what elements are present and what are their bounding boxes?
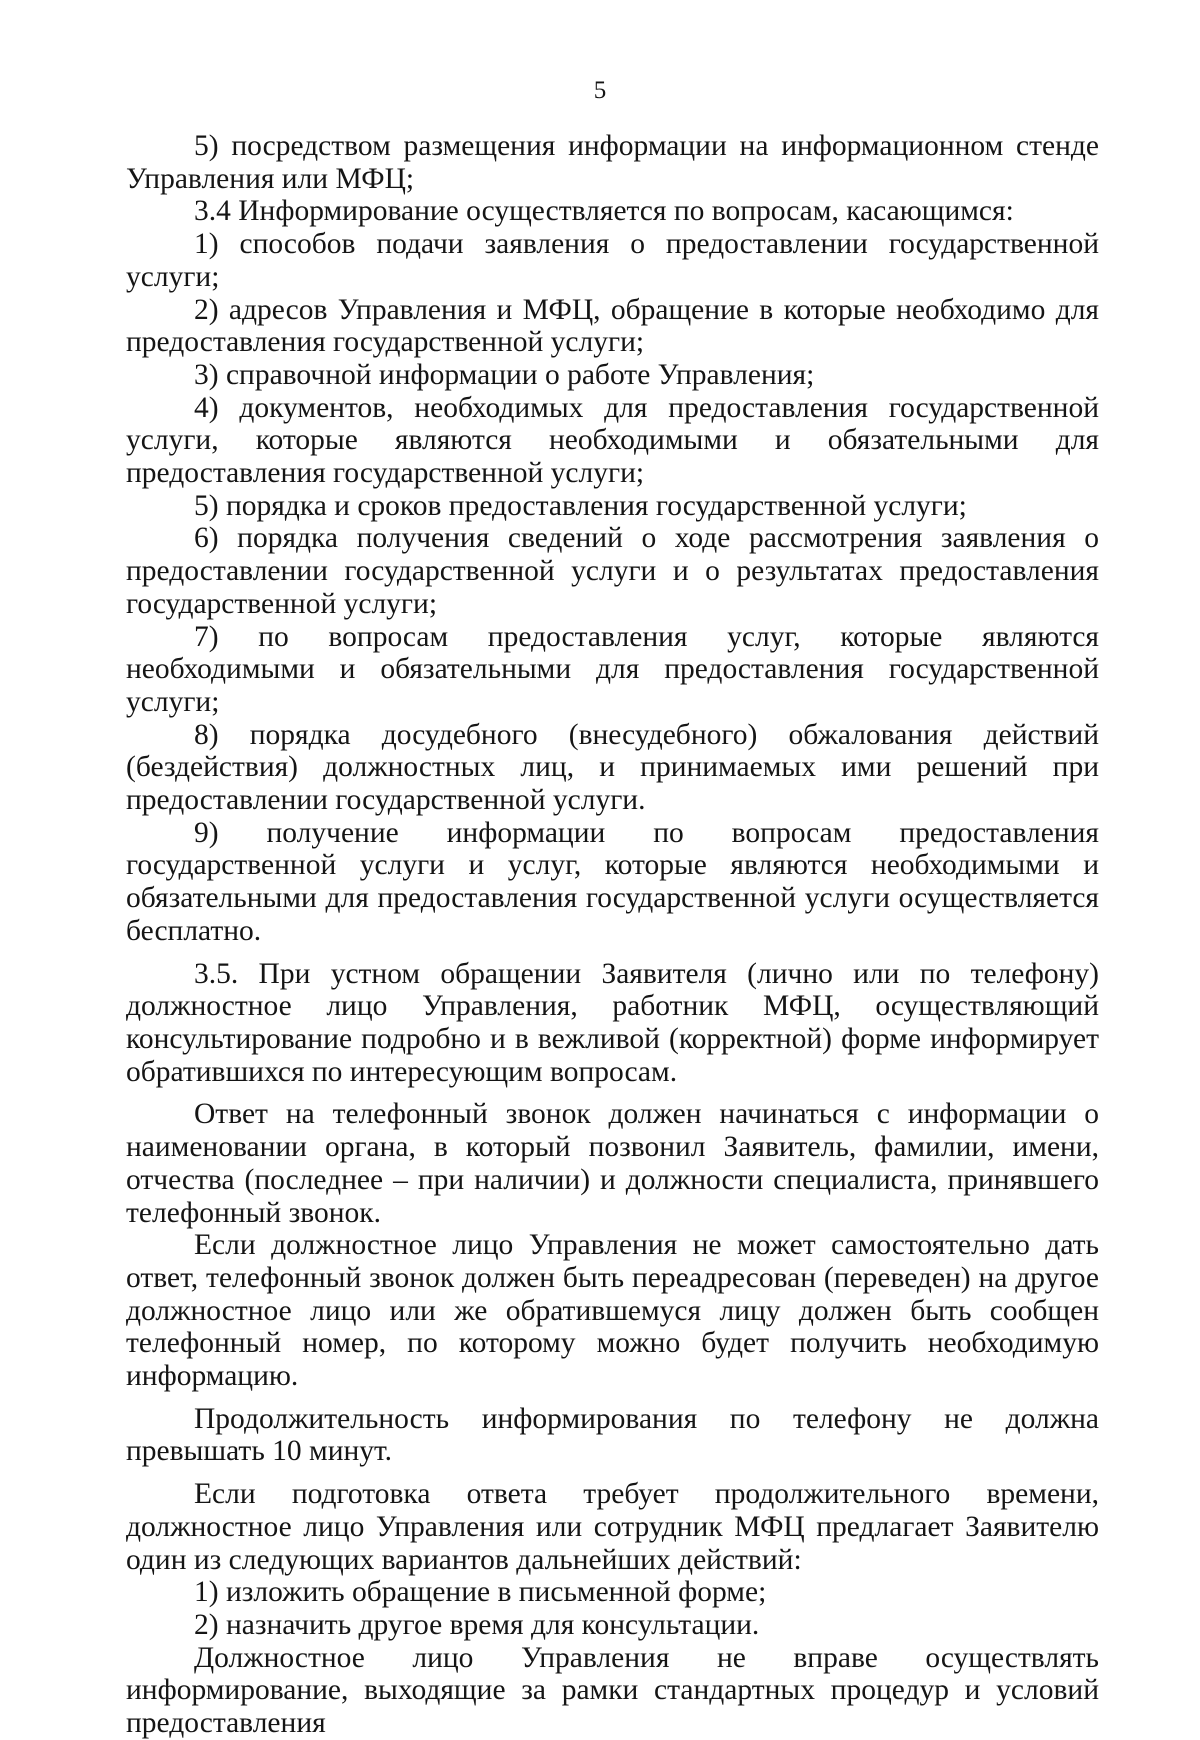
paragraph-option-2: 2) назначить другое время для консультации. — [194, 1608, 760, 1641]
paragraph-topic-8: 8) порядка досудебного (внесудебного) обжалования действий (бездействия) должностных лиц, и принимаемых ими решений при предоставлении государственной услуги. — [126, 718, 1099, 817]
paragraph-topic-9: 9) получение информации по вопросам предоставления государственной услуги и услуг, которые являются необходимыми и обязательными для предоставления государственной услуги осуществляется бесплатно. — [126, 816, 1099, 947]
paragraph-topic-1: 1) способов подачи заявления о предоставлении государственной услуги; — [126, 228, 1099, 293]
paragraph-limits: Должностное лицо Управления не вправе осуществлять информирование, выходящие за рамки стандартных процедур и условий предоставления — [126, 1641, 1099, 1740]
paragraph-topic-7: 7) по вопросам предоставления услуг, которые являются необходимыми и обязательными для предоставления государственной услуги; — [126, 620, 1099, 718]
paragraph-call-redirect: Если должностное лицо Управления не может самостоятельно дать ответ, телефонный звонок должен быть переадресован (переведен) на другое должностное лицо или же обратившемуся лицу должен быть сообщен телефонный номер, по которому можно будет получить необходимую информацию. — [126, 1229, 1099, 1393]
paragraph-long-answer: Если подготовка ответа требует продолжительного времени, должностное лицо Управления или сотрудник МФЦ предлагает Заявителю один из следующих вариантов дальнейших действий: — [126, 1478, 1099, 1576]
paragraph-topic-4: 4) документов, необходимых для предоставления государственной услуги, которые являются необходимыми и обязательными для предоставления государственной услуги; — [126, 391, 1099, 490]
paragraph-option-1: 1) изложить обращение в письменной форме; — [194, 1576, 767, 1609]
page-number: 5 — [593, 77, 607, 104]
paragraph-topic-3: 3) справочной информации о работе Управления; — [194, 358, 815, 391]
paragraph-section-3-5: 3.5. При устном обращении Заявителя (лично или по телефону) должностное лицо Управления, работник МФЦ, осуществляющий консультирование подробно и в вежливой (корректной) форме информирует обратившихся по интересующим вопросам. — [126, 957, 1099, 1088]
paragraph-section-3-4: 3.4 Информирование осуществляется по вопросам, касающимся: — [194, 195, 1014, 228]
paragraph-topic-2: 2) адресов Управления и МФЦ, обращение в которые необходимо для предоставления государственной услуги; — [126, 293, 1099, 359]
paragraph-call-duration: Продолжительность информирования по телефону не должна превышать 10 минут. — [126, 1402, 1099, 1468]
document-body — [126, 130, 1099, 1740]
paragraph-informing-method-5: 5) посредством размещения информации на информационном стенде Управления или МФЦ; — [126, 130, 1099, 195]
paragraph-topic-6: 6) порядка получения сведений о ходе рассмотрения заявления о предоставлении государственной услуги и о результатах предоставления государственной услуги; — [126, 522, 1099, 620]
paragraph-phone-answer: Ответ на телефонный звонок должен начинаться с информации о наименовании органа, в который позвонил Заявитель, фамилии, имени, отчества (последнее – при наличии) и должности специалиста, принявшего телефонный звонок. — [126, 1098, 1099, 1229]
paragraph-topic-5: 5) порядка и сроков предоставления государственной услуги; — [194, 489, 967, 522]
